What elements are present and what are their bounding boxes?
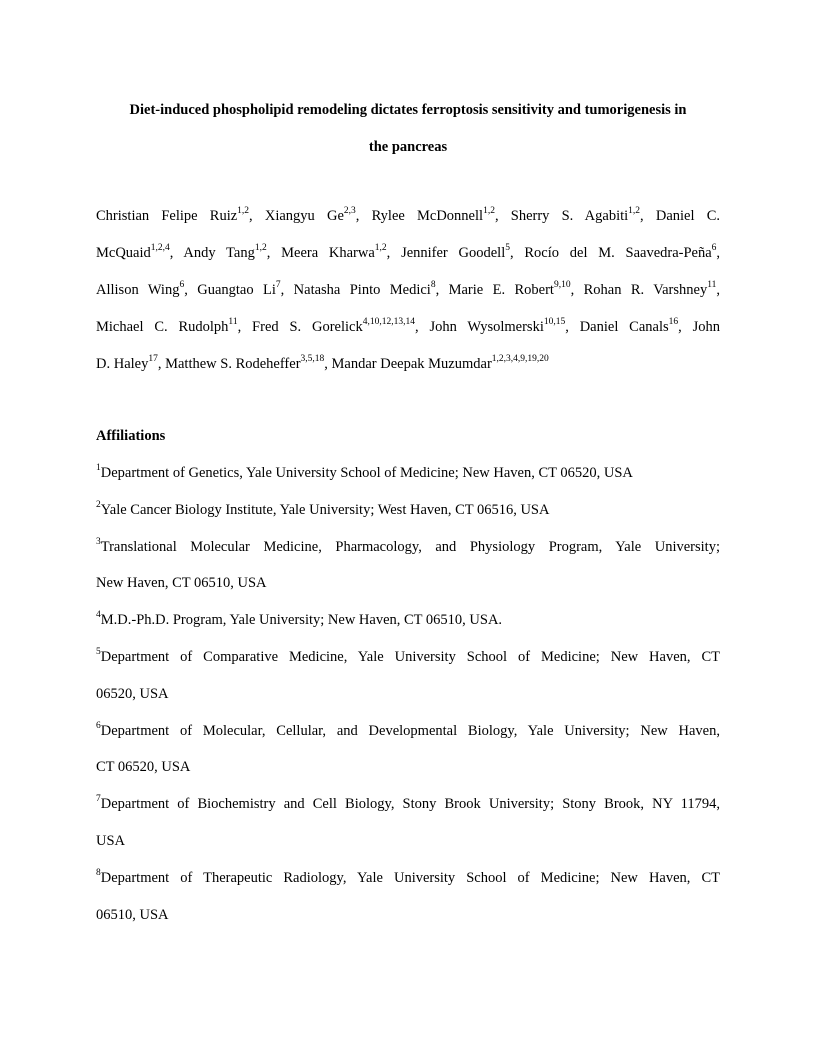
affiliation-list	[96, 455, 720, 933]
affiliation-text: Department of Biochemistry and Cell Biology, Stony Brook University; Stony Brook, NY 11794,	[100, 796, 720, 813]
affiliation-text: M.D.-Ph.D. Program, Yale University; New Haven, CT 06510, USA.	[100, 612, 503, 629]
author-affiliation-marker: 1,2	[483, 206, 495, 217]
affiliation-number: 8	[96, 867, 101, 878]
author-name: Jennifer Goodell	[401, 245, 506, 261]
affiliation-text: Yale Cancer Biology Institute, Yale University; West Haven, CT 06516, USA	[100, 501, 550, 518]
author-name: Andy Tang	[183, 245, 255, 261]
author-line: D. Haley$^{17}$, Matthew S. Rodeheffer$^{3,5,18}$, Mandar Deepak Muzumdar$^{1,2,3,4,9,19,20}$	[96, 354, 549, 372]
author-name: Christian Felipe Ruiz	[96, 208, 238, 224]
paper-title-line-2: the pancreas	[368, 139, 448, 155]
author-line: Michael C. Rudolph$^{11}$, Fred S. Gorelick$^{4,10,12,13,14}$, John Wysolmerski$^{10,15}$, Daniel Canals$^{16}$, John	[96, 317, 721, 335]
author-name: Michael C. Rudolph	[96, 319, 229, 335]
author-name: John Wysolmerski	[429, 319, 544, 335]
affiliation-number: 6	[96, 720, 101, 731]
author-name: Sherry S. Agabiti	[510, 208, 629, 224]
affiliation-text: Department of Molecular, Cellular, and Developmental Biology, Yale University; New Haven,	[100, 722, 720, 739]
affiliation-item	[96, 860, 720, 934]
affiliation-number: 3	[96, 536, 101, 547]
affiliation-item	[96, 602, 720, 639]
author-name: Meera Kharwa	[281, 245, 375, 261]
author-affiliation-marker: 16	[668, 317, 679, 328]
author-name: Rocío del M. Saavedra-Peña	[524, 245, 712, 261]
affiliation-text-continued: 06510, USA	[96, 906, 169, 923]
author-affiliation-marker: 1,2	[628, 206, 641, 217]
author-affiliation-marker: 1,2	[374, 243, 387, 254]
affiliation-item	[96, 529, 720, 603]
affiliation-item	[96, 639, 720, 713]
author-affiliation-marker: 1,2,4	[150, 243, 170, 254]
author-name: Daniel Canals	[579, 319, 669, 335]
affiliation-text-continued: New Haven, CT 06510, USA	[96, 575, 267, 592]
author-name: Rylee McDonnell	[371, 208, 484, 224]
affiliation-item	[96, 492, 720, 529]
author-affiliation-marker: 2,3	[343, 206, 356, 217]
affiliation-number: 1	[96, 463, 101, 474]
author-list	[96, 198, 720, 383]
paper-title	[96, 92, 720, 166]
author-affiliation-marker: 8	[430, 280, 436, 291]
affiliation-item	[96, 455, 720, 492]
author-affiliation-marker: 17	[148, 354, 158, 365]
author-line: McQuaid$^{1,2,4}$, Andy Tang$^{1,2}$, Meera Kharwa$^{1,2}$, Jennifer Goodell$^5$, Rocío del M. Saavedra-Peña$^6$,	[96, 243, 721, 261]
affiliation-text: Translational Molecular Medicine, Pharmacology, and Physiology Program, Yale University;	[100, 538, 720, 555]
author-affiliation-marker: 1,2,3,4,9,19,20	[491, 354, 549, 365]
author-affiliation-marker: 4,10,12,13,14	[362, 317, 415, 328]
author-affiliation-marker: 11	[707, 280, 717, 291]
author-line: Christian Felipe Ruiz$^{1,2}$, Xiangyu Ge$^{2,3}$, Rylee McDonnell$^{1,2}$, Sherry S. Agabiti$^{1,2}$, Daniel C.	[96, 206, 720, 224]
author-name: Mandar Deepak Muzumdar	[331, 356, 492, 372]
affiliation-number: 2	[96, 499, 101, 510]
author-name: Xiangyu Ge	[264, 208, 344, 224]
author-affiliation-marker: 7	[275, 280, 281, 291]
affiliation-text-continued: 06520, USA	[96, 685, 169, 702]
author-name: Natasha Pinto Medici	[293, 282, 431, 298]
author-name: Matthew S. Rodeheffer	[165, 356, 301, 372]
author-affiliation-marker: 1,2	[237, 206, 250, 217]
author-affiliation-marker: 6	[711, 243, 717, 254]
author-name: Guangtao Li	[197, 282, 276, 298]
affiliations-heading: Affiliations	[96, 428, 166, 444]
affiliation-item	[96, 786, 720, 860]
affiliation-text-continued: USA	[96, 832, 126, 849]
author-affiliation-marker: 11	[228, 317, 238, 328]
affiliation-item	[96, 713, 720, 787]
affiliation-number: 5	[96, 647, 101, 658]
paper-title-line-1: Diet-induced phospholipid remodeling dictates ferroptosis sensitivity and tumorigenesis in	[129, 102, 687, 118]
author-affiliation-marker: 6	[179, 280, 185, 291]
affiliation-text: Department of Comparative Medicine, Yale University School of Medicine; New Haven, CT	[100, 648, 720, 665]
author-affiliation-marker: 9,10	[553, 280, 571, 291]
affiliation-text-continued: CT 06520, USA	[96, 759, 191, 776]
affiliation-number: 4	[96, 610, 101, 621]
author-name: Rohan R. Varshney	[583, 282, 708, 298]
affiliation-text: Department of Therapeutic Radiology, Yale University School of Medicine; New Haven, CT	[100, 869, 720, 886]
author-name: Allison Wing	[96, 282, 180, 298]
author-affiliation-marker: 3,5,18	[300, 354, 325, 365]
author-line: Allison Wing$^6$, Guangtao Li$^7$, Natasha Pinto Medici$^8$, Marie E. Robert$^{9,10}$, Rohan R. Varshney$^{11}$,	[96, 280, 720, 298]
author-name: Marie E. Robert	[448, 282, 554, 298]
author-affiliation-marker: 10,15	[543, 317, 566, 328]
affiliation-text: Department of Genetics, Yale University School of Medicine; New Haven, CT 06520, USA	[100, 465, 633, 481]
author-affiliation-marker: 5	[505, 243, 510, 254]
affiliation-number: 7	[96, 794, 101, 805]
author-affiliation-marker: 1,2	[254, 243, 267, 254]
author-name: Fred S. Gorelick	[252, 319, 363, 335]
